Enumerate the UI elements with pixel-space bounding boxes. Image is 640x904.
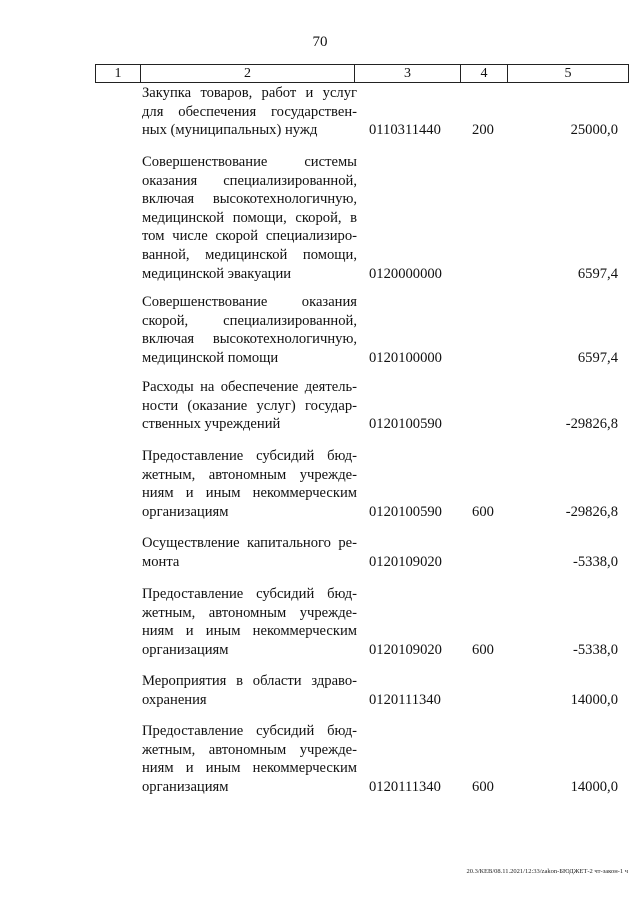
row-description: [142, 153, 357, 283]
column-header-5: 5: [508, 65, 629, 83]
column-header-2: 2: [141, 65, 355, 83]
row-description: [142, 534, 357, 571]
row-code: 0120100590: [369, 416, 442, 433]
description-line: ниям и иным некоммерческим: [142, 623, 357, 640]
column-header-3: 3: [355, 65, 461, 83]
description-line: организациям: [142, 778, 229, 795]
description-line: Осуществление капитального ре-: [142, 535, 357, 551]
row-expense-type: 600: [472, 503, 494, 520]
row-amount: -5338,0: [573, 641, 618, 658]
description-line: медицинской помощи, скорой, в: [142, 209, 357, 226]
description-line: ных (муниципальных) нужд: [142, 122, 318, 139]
row-amount: -5338,0: [573, 553, 618, 570]
description-line: монта: [142, 553, 180, 570]
row-code: 0120100000: [369, 349, 442, 366]
description-line: Расходы на обеспечение деятель-: [142, 379, 357, 395]
description-line: ности (оказание услуг) государ-: [142, 397, 357, 414]
description-line: скорой, специализированной,: [142, 312, 357, 329]
row-description: [142, 293, 357, 367]
row-amount: -29826,8: [565, 416, 618, 433]
row-code: 0110311440: [369, 122, 441, 139]
row-amount: 25000,0: [570, 122, 618, 139]
description-line: медицинской помощи: [142, 349, 279, 366]
column-header-row: [96, 65, 629, 83]
description-line: Предоставление субсидий бюд-: [142, 586, 357, 602]
description-line: включая высокотехнологичную,: [142, 191, 357, 208]
description-line: Предоставление субсидий бюд-: [142, 448, 357, 464]
row-description: [142, 447, 357, 521]
description-line: ванной, медицинской помощи,: [142, 246, 357, 263]
description-line: Мероприятия в области здраво-: [142, 673, 357, 689]
row-expense-type: 200: [472, 122, 494, 139]
row-description: [142, 84, 357, 140]
description-line: для обеспечения государствен-: [142, 103, 357, 120]
row-description: [142, 378, 357, 434]
row-code: 0120109020: [369, 553, 442, 570]
description-line: Совершенствование оказания: [142, 294, 357, 310]
row-description: [142, 585, 357, 659]
description-line: том числе скорой специализиро-: [142, 228, 357, 245]
row-code: 0120000000: [369, 265, 442, 282]
description-line: включая высокотехнологичную,: [142, 331, 357, 348]
row-expense-type: 600: [472, 641, 494, 658]
description-line: Закупка товаров, работ и услуг: [142, 85, 357, 101]
description-line: ниям и иным некоммерческим: [142, 760, 357, 777]
document-footer-code: 20.3/КЕВ/08.11.2021/12:33/zakon-БЮДЖЕТ-2 чт-закон-1 ч: [466, 868, 628, 875]
row-amount: 6597,4: [577, 265, 618, 282]
row-amount: 6597,4: [577, 349, 618, 366]
column-header-1: 1: [96, 65, 141, 83]
description-line: жетным, автономным учрежде-: [142, 604, 357, 621]
column-header-table: [95, 64, 629, 83]
row-code: 0120109020: [369, 641, 442, 658]
row-code: 0120111340: [369, 691, 441, 708]
description-line: организациям: [142, 641, 229, 658]
description-line: оказания специализированной,: [142, 172, 357, 189]
column-header-4: 4: [461, 65, 508, 83]
description-line: ниям и иным некоммерческим: [142, 485, 357, 502]
description-line: медицинской эвакуации: [142, 265, 292, 282]
row-amount: -29826,8: [565, 503, 618, 520]
description-line: Совершенствование системы: [142, 154, 357, 170]
description-line: Предоставление субсидий бюд-: [142, 723, 357, 739]
row-expense-type: 600: [472, 778, 494, 795]
description-line: жетным, автономным учрежде-: [142, 741, 357, 758]
row-amount: 14000,0: [570, 691, 618, 708]
row-description: [142, 672, 357, 709]
row-description: [142, 722, 357, 796]
row-amount: 14000,0: [570, 778, 618, 795]
page-number: 70: [312, 34, 328, 50]
description-line: организациям: [142, 503, 229, 520]
description-line: охранения: [142, 691, 207, 708]
description-line: ственных учреждений: [142, 416, 281, 433]
description-line: жетным, автономным учрежде-: [142, 466, 357, 483]
row-code: 0120111340: [369, 778, 441, 795]
row-code: 0120100590: [369, 503, 442, 520]
